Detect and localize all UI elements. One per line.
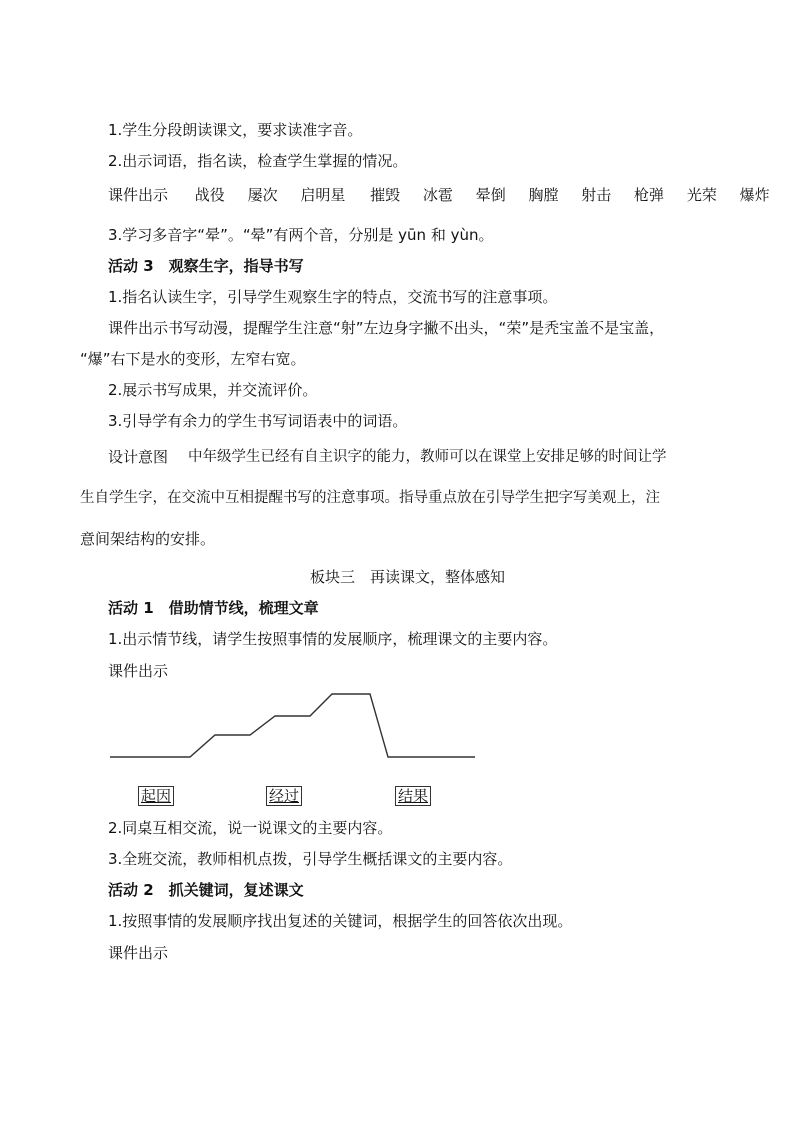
plot-line-diagram [100,685,490,765]
design-intent-text: 意间架结构的安排。 [80,530,216,548]
paragraph-line: 3.全班交流，教师相机点拨，引导学生概括课文的主要内容。 [108,850,513,868]
activity-heading: 活动 1 借助情节线，梳理文章 [108,599,319,617]
vocab-word: 光荣 [686,186,717,204]
vocab-word: 屡次 [247,186,278,204]
vocab-word: 战役 [194,186,225,204]
paragraph-line: 3.引导学有余力的学生书写词语表中的词语。 [108,412,408,430]
plot-label-cause: 起因 [138,786,174,806]
activity-heading: 活动 2 抓关键词，复述课文 [108,881,304,899]
activity-heading: 活动 3 观察生字，指导书写 [108,257,304,275]
vocab-label: 课件出示 [108,186,169,204]
vocab-row [108,185,770,205]
paragraph-line: “爆”右下是水的变形，左窄右宽。 [80,350,306,368]
paragraph-line: 1.学生分段朗读课文，要求读准字音。 [108,121,363,139]
paragraph-line: 课件出示书写动漫，提醒学生注意“射”左边身字撇不出头，“荣”是秃宝盖不是宝盖， [108,319,665,337]
courseware-label: 课件出示 [108,662,169,680]
vocab-word: 枪弹 [634,186,665,204]
design-intent-text: 中年级学生已经有自主识字的能力，教师可以在课堂上安排足够的时间让学 [188,449,667,465]
vocab-word: 晕倒 [475,186,506,204]
vocab-word: 胸膛 [528,186,559,204]
vocab-word: 冰雹 [422,186,453,204]
paragraph-line: 2.出示词语，指名读，检查学生掌握的情况。 [108,152,408,170]
plot-label-result: 结果 [395,786,431,806]
paragraph-line: 2.展示书写成果，并交流评价。 [108,381,318,399]
vocab-word: 爆炸 [739,186,770,204]
design-intent-text: 生自学生字，在交流中互相提醒书写的注意事项。指导重点放在引导学生把字写美观上，注 [80,490,660,506]
vocab-word: 射击 [581,186,612,204]
paragraph-line: 2.同桌互相交流，说一说课文的主要内容。 [108,819,393,837]
design-intent-label: 设计意图 [108,448,169,466]
paragraph-line: 3.学习多音字“晕”。“晕”有两个音，分别是 yūn 和 yùn。 [108,226,494,244]
plot-label-process: 经过 [266,786,302,806]
paragraph-line: 1.出示情节线，请学生按照事情的发展顺序，梳理课文的主要内容。 [108,630,558,648]
paragraph-line: 1.指名认读生字，引导学生观察生字的特点，交流书写的注意事项。 [108,288,558,306]
vocab-word: 启明星 [300,186,346,204]
courseware-label: 课件出示 [108,944,169,962]
paragraph-line: 1.按照事情的发展顺序找出复述的关键词，根据学生的回答依次出现。 [108,912,573,930]
section-heading: 板块三 再读课文，整体感知 [310,568,506,586]
plot-line [110,694,475,757]
vocab-word: 摧毁 [370,186,401,204]
